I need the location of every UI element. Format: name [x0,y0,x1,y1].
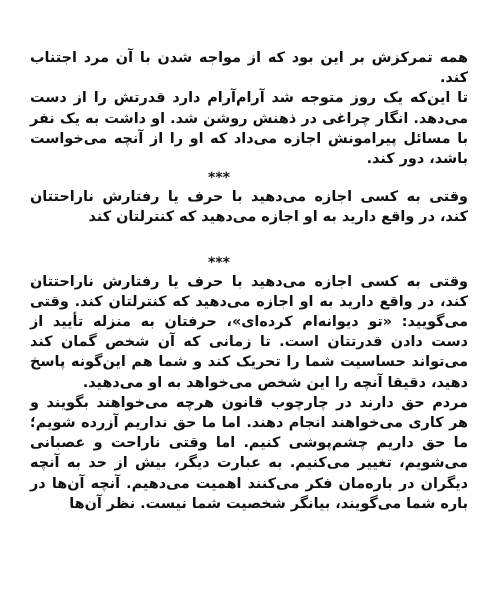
quote-paragraph: وقتی به کسی اجازه می‌دهید با حرف یا رفتارش ناراحتتان کند، در واقع دارید به او اجازه می‌دهید که کنترلتان کند [30,189,468,226]
paragraph-4: مردم حق دارند در چارچوب قانون هرچه می‌خواهند بگویند و هر کاری می‌خواهند انجام دهند. اما ما حق نداریم آزرده شویم؛ ما حق داریم چشم‌پوشی کنیم. اما وقتی ناراحت و عصبانی می‌شویم، تغییر می‌کنیم. به عبارت دیگر، بیش از حد به آنچه دیگران در باره‌مان فکر می‌کنند اهمیت می‌دهیم. آنچه آن‌ها در باره شما می‌گویند، بیانگر شخصیت شما نیست. نظر آن‌ها [30,394,468,512]
section-separator-2: *** [208,254,230,271]
spacer [30,228,468,254]
paragraph-3: وقتی به کسی اجازه می‌دهید با حرف یا رفتارش ناراحتتان کند، در واقع دارید به او اجازه می‌دهید که کنترلتان کند. وقتی می‌گویید: «تو دیوانه‌ام کرده‌ای»، حرفتان به منزله تأیید از دست دادن قدرتتان است. تا زمانی که آن شخص گمان کند می‌تواند حساسیت شما را تحریک کند و شما هم این‌گونه پاسخ دهید، دقیقا آنچه را این شخص می‌خواهد به او می‌دهید. [30,273,468,391]
paragraph-2: تا این‌که یک روز متوجه شد آرام‌آرام دارد قدرتش را از دست می‌دهد. انگار چراغی در ذهنش روشن شد. او داشت به یک نفر با مسائل پیرامونش اجازه می‌داد که او را از آنچه می‌خواست باشد، دور کند. [30,90,468,168]
paragraph-1: همه تمرکزش بر این بود که از مواجه شدن با آن مرد اجتناب کند. [30,50,468,87]
section-separator: *** [208,170,230,187]
